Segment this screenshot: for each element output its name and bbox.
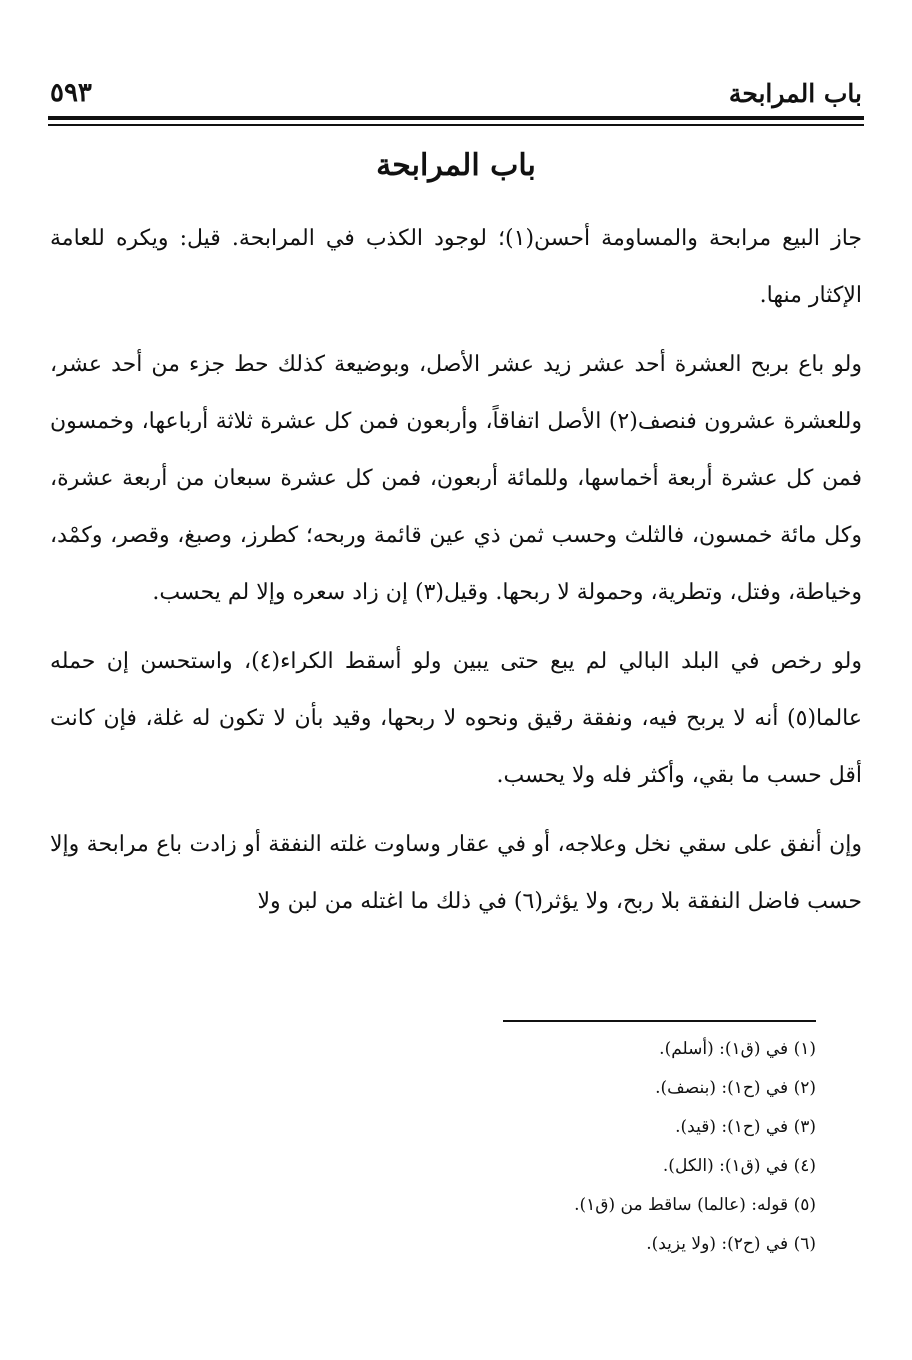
paragraph: جاز البيع مرابحة والمساومة أحسن(١)؛ لوجود الكذب في المرابحة. قيل: ويكره للعامة الإكثار منها. [50,226,862,308]
paragraph: ولو رخص في البلد البالي لم يبع حتى يبين ولو أسقط الكراء(٤)، واستحسن إن حمله عالما(٥) أنه لا يربح فيه، ونفقة رقيق ونحوه لا ربحها، وقيد بأن لا تكون له غلة، فإن كانت أقل حسب ما بقي، وأكثر فله ولا يحسب. [50,649,862,788]
footnote: (٢) في (ح١): (بنصف). [655,1078,816,1098]
running-header [50,58,862,108]
footnote-separator [503,1020,816,1022]
paragraph: ولو باع بربح العشرة أحد عشر زيد عشر الأصل، وبوضيعة كذلك حط جزء من أحد عشر، وللعشرة عشرون فنصف(٢) الأصل اتفاقاً، وأربعون فمن كل عشرة ثلاثة أرباعها، وخمسون فمن كل عشرة أربعة أخماسها، وللمائة أربعون، فمن كل عشرة سبعان من أربعة عشرة، وكل مائة خمسون، فالثلث وحسب ثمن ذي عين قائمة وربحه؛ كطرز، وصبغ، وقصر، وكمْد، وخياطة، وفتل، وتطرية، وحمولة لا ربحها. وقيل(٣) إن زاد سعره وإلا لم يحسب. [50,352,862,605]
footnote: (٤) في (ق١): (الكل). [662,1156,816,1176]
footnote: (٦) في (ح٢): (ولا يزيد). [646,1234,816,1254]
page-number: ٥٩٣ [50,78,92,108]
paragraph: وإن أنفق على سقي نخل وعلاجه، أو في عقار وساوت غلته النفقة أو زادت باع مرابحة وإلا حسب فاضل النفقة بلا ربح، ولا يؤثر(٦) في ذلك ما اغتله من لبن ولا [50,832,862,914]
body-text [50,210,862,942]
running-title: باب المرابحة [728,79,862,108]
footnote: (٥) قوله: (عالما) ساقط من (ق١). [574,1195,816,1215]
footnote: (١) في (ق١): (أسلم). [659,1039,816,1059]
footnotes [300,1030,816,1264]
header-rule-thick [48,116,864,120]
header-rule-thin [48,124,864,126]
footnote: (٣) في (ح١): (قيد). [675,1117,816,1137]
chapter-title: باب المرابحة [376,148,536,183]
